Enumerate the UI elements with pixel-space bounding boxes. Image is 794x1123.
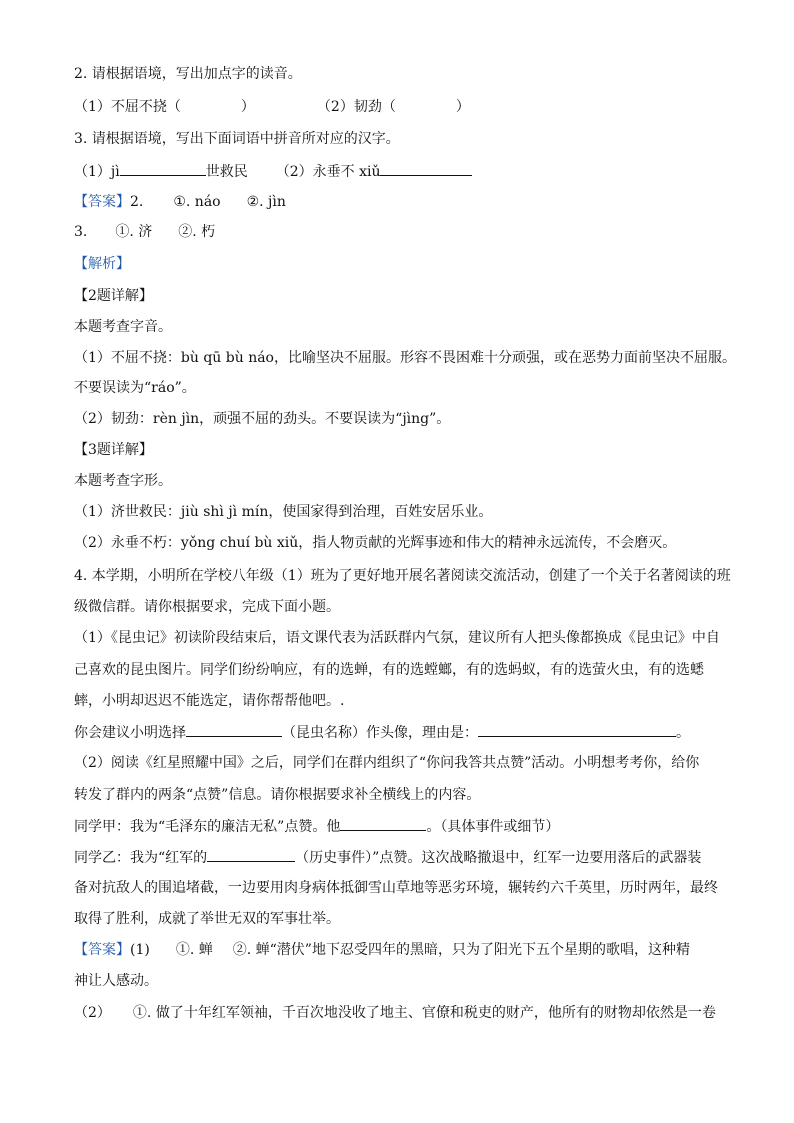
answer-row-1: 【答案】2. ①. náo ②. jìn: [74, 194, 286, 210]
analysis-tag: 【解析】: [74, 256, 130, 272]
q2-item-1: （1）不屈不挠（: [74, 99, 181, 115]
q3-blank-2: [380, 161, 472, 176]
detail-3-line: （2）永垂不朽：yǒng chuí bù xiǔ，指人物贡献的光辉事迹和伟大的精神永远流传，不会磨灭。: [74, 535, 677, 551]
question-3-title: 3. 请根据语境，写出下面词语中拼音所对应的汉字。: [74, 131, 400, 147]
question-4-line: 蟀，小明却迟迟不能选定，请你帮帮他吧。.: [74, 693, 345, 709]
question-3-items: [74, 161, 472, 182]
detail-3-line: 本题考查字形。: [74, 473, 172, 489]
question-4-line: 转发了群内的两条“点赞”信息。请你根据要求补全横线上的内容。: [74, 787, 481, 803]
insect-name-blank: [186, 722, 282, 737]
question-2-title: 2. 请根据语境，写出加点字的读音。: [74, 66, 302, 82]
detail-2-line: （1）不屈不挠：bù qū bù náo，比喻坚决不屈服。形容不畏困难十分顽强，或在恶势力面前坚决不屈服。: [74, 350, 736, 366]
question-2-items: （1）不屈不挠（ ） （2）韧劲（ ）: [74, 99, 470, 115]
question-4-line: 备对抗敌人的围追堵截，一边要用肉身病体抵御雪山草地等恶劣环境，辗转约六千英里，历时两年，最终: [74, 880, 718, 896]
answer-row-2: 3. ①. 济 ②. 朽: [74, 224, 216, 240]
question-4-fill-line: 你会建议小明选择 （昆虫名称）作头像，理由是： 。: [74, 722, 690, 743]
answer-row-3: 【答案】(1) ①. 蝉 ②. 蝉“潜伏”地下忍受四年的黑暗，只为了阳光下五个星期的歌唱，这种精: [74, 942, 690, 958]
student-b-blank: [207, 847, 295, 862]
detail-2-line: （2）韧劲：rèn jìn，顽强不屈的劲头。不要误读为“jìng”。: [74, 411, 451, 427]
detail-3-heading: 【3题详解】: [74, 442, 153, 458]
question-4-line: 级微信群。请你根据要求，完成下面小题。: [74, 599, 340, 615]
detail-2-line: 本题考查字音。: [74, 319, 172, 335]
student-a-blank: [340, 816, 426, 831]
student-b-line: 同学乙：我为“红军的 （历史事件）”点赞。这次战略撤退中，红军一边要用落后的武器装: [74, 847, 701, 868]
q3-item-2-pre: （2）永垂不 xiǔ: [275, 164, 381, 180]
detail-2-line: 不要误读为“ráo”。: [74, 380, 196, 396]
answer-tag: 【答案】: [74, 942, 130, 958]
detail-3-line: （1）济世救民：jiù shì jì mín，使国家得到治理，百姓安居乐业。: [74, 504, 493, 520]
answer-row-4: （2） ①. 做了十年红军领袖，千百次地没收了地主、官僚和税吏的财产，他所有的财物却依然是一卷: [74, 1005, 716, 1021]
question-4-line: （1）《昆虫记》初读阶段结束后，语文课代表为活跃群内气氛，建议所有人把头像都换成《昆虫记》中自: [74, 630, 720, 646]
answer-tag: 【答案】: [74, 194, 130, 210]
question-4-line: 己喜欢的昆虫图片。同学们纷纷响应，有的选蝉，有的选螳螂，有的选蚂蚁，有的选萤火虫，有的选蟋: [74, 662, 704, 678]
q3-item-1-post: 世救民: [205, 164, 248, 180]
question-4-line: 取得了胜利，成就了举世无双的军事壮举。: [74, 911, 340, 927]
question-4-line: （2）阅读《红星照耀中国》之后，同学们在群内组织了“你问我答共点赞”活动。小明想考考你，给你: [74, 755, 700, 771]
student-a-line: 同学甲：我为“毛泽东的廉洁无私”点赞。他 。（具体事件或细节）: [74, 816, 559, 837]
q3-item-1-pre: （1）jì: [74, 164, 120, 180]
question-4-line: 4. 本学期，小明所在学校八年级（1）班为了更好地开展名著阅读交流活动，创建了一个关于名著阅读的班: [74, 568, 731, 584]
detail-2-heading: 【2题详解】: [74, 288, 153, 304]
q3-blank-1: [120, 161, 206, 176]
q2-item-2: （2）韧劲（: [316, 99, 396, 115]
answer-row-3-continued: 神让人感动。: [74, 973, 158, 989]
reason-blank: [478, 722, 676, 737]
